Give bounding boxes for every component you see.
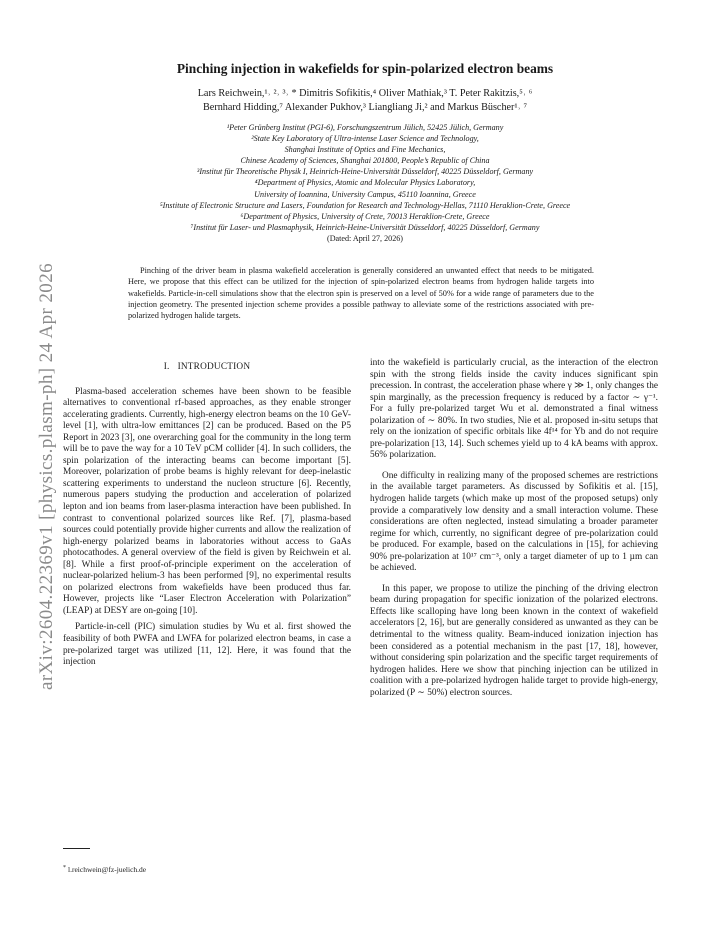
section-title: INTRODUCTION	[177, 362, 251, 372]
abstract: Pinching of the driver beam in plasma wakefield acceleration is generally considered an unwanted effect that needs to be mitigated. Here, we propose that this effect can be utilized for the injection of spin-polarized electron beams from hydrogen halide targets into wakefields. Particle-in-cell simulations show that the electron spin is preserved on a level of 50% for a wide range of parameters due to the injection geometry. The presented injection scheme provides a possible pathway to alleviate some of the restrictions associated with pre-polarized hydrogen halide targets.	[128, 266, 594, 321]
footnote	[63, 865, 146, 874]
footnote-email[interactable]: l.reichwein@fz-juelich.de	[68, 865, 147, 874]
affiliation-list	[40, 122, 690, 244]
section-heading	[63, 362, 351, 374]
author-line: Lars Reichwein,¹˒ ²˒ ³˒ * Dimitris Sofikitis,⁴ Oliver Mathiak,³ T. Peter Rakitzis,⁵˒ ⁶	[197, 88, 533, 99]
affiliation-line: Chinese Academy of Sciences, Shanghai 201800, People’s Republic of China	[240, 156, 490, 166]
paper-title: Pinching injection in wakefields for spin-polarized electron beams	[176, 61, 554, 76]
affiliation-line: ⁴Department of Physics, Atomic and Molecular Physics Laboratory,	[254, 178, 476, 188]
affiliation-line: ⁵Institute of Electronic Structure and Lasers, Foundation for Research and Technology-Hellas, 71110 Heraklion-Crete, Greece	[159, 200, 571, 210]
affiliation-line: ⁶Department of Physics, University of Crete, 70013 Heraklion-Crete, Greece	[240, 211, 490, 221]
body-paragraph: In this paper, we propose to utilize the pinching of the driving electron beam during propagation for specific ionization of the polarized electrons. Effects like scalloping have long been known in the context of wakefield accelerators [2, 16], but are generally considered as unwanted as they can be detrimental to the witness quality. Beam-induced ionization injection has been considered as a potential mechanism in the past [17, 18], however, without considering spin polarization and the specific target requirements of hydrogen halides. Here we show that pinching injection can be utilized in coalition with a pre-polarized hydrogen halide target to provide high-energy, polarized (P ∼ 50%) electron sources.	[370, 583, 658, 698]
affiliation-line: ²State Key Laboratory of Ultra-intense Laser Science and Technology,	[251, 134, 479, 144]
author-line: Bernhard Hidding,⁷ Alexander Pukhov,³ Liangliang Ji,² and Markus Büscher¹˒ ⁷	[203, 102, 527, 113]
body-paragraph: Plasma-based acceleration schemes have been shown to be feasible alternatives to conventional rf-based approaches, as they enable stronger accelerating gradients. Currently, high-energy electron beams on the 10 GeV-level [1], with ultra-low emittances [2] can be produced. Based on the P5 Report in 2023 [3], one overarching goal for the community in the long term will be to pave the way for a 10 TeV pCM collider [4]. In such colliders, the spin polarization of the interacting beams can become important [5]. Moreover, polarization of probe beams is highly relevant for deep-inelastic scattering experiments to understand the nucleon structure [6]. Recently, numerous papers studying the production and acceleration of polarized lepton and ion beams from laser-plasma interaction have been published. In contrast to conventional polarized sources like Ref. [7], plasma-based sources could potentially provide higher currents and allow the realization of high-energy polarized beams in laboratories without access to GaAs photocathodes. A general overview of the field is given by Reichwein et al. [8]. While a first proof-of-principle experiment on the acceleration of nuclear-polarized helium-3 has been performed [9], no experimental results on polarized electrons from wakefields have been produced thus far. However, projects like “Laser Electron Acceleration with Polarization” (LEAP) at DESY are on-going [10].	[63, 386, 351, 616]
footnote-divider	[63, 848, 90, 849]
left-column	[63, 358, 351, 674]
arxiv-identifier[interactable]: arXiv:2604.22369v1 [physics.plasm-ph] 24 Apr 2026	[36, 262, 57, 690]
affiliation-line: ⁷Institut für Laser- und Plasmaphysik, Heinrich-Heine-Universität Düsseldorf, 40225 Düsseldorf, Germany	[190, 222, 540, 232]
affiliation-line: ¹Peter Grünberg Institut (PGI-6), Forschungszentrum Jülich, 52425 Jülich, Germany	[226, 123, 504, 132]
body-paragraph: One difficulty in realizing many of the proposed schemes are restrictions in the available target parameters. As discussed by Sofikitis et al. [15], hydrogen halide targets (which make up most of the proposed setups) only provide a comparatively low density and a small interaction volume. These considerations are often neglected, instead simulating a broader parameter regime for which, currently, no significant degree of pre-polarization could be produced. For example, based on the calculations in [15], for achieving 90% pre-polarization at 10¹⁷ cm⁻³, only a target diameter of up to 1 µm can be achieved.	[370, 470, 658, 574]
body-paragraph: into the wakefield is particularly crucial, as the interaction of the electron spin with the strong fields inside the cavity induces significant spin precession. In contrast, the acceleration phase where γ ≫ 1, only changes the spin marginally, as the precession frequency is reduced by a factor ∼ γ⁻¹. For a fully pre-polarized target Wu et al. demonstrated a final witness polarization of ∼ 80%. In two studies, Nie et al. proposed in-situ setups that rely on the ionization of specific orbitals like 4f¹⁴ for Yb and do not require pre-polarization [13, 14]. Such schemes yield up to 4 kA beams with approx. 56% polarization.	[370, 358, 658, 461]
body-paragraph: Particle-in-cell (PIC) simulation studies by Wu et al. first showed the feasibility of both PWFA and LWFA for polarized electron beams, in case a pre-polarized target was utilized [11, 12]. Here, it was found that the injection	[63, 622, 351, 668]
date-line: (Dated: April 27, 2026)	[327, 233, 403, 243]
affiliation-line: ³Institut für Theoretische Physik I, Heinrich-Heine-Universität Düsseldorf, 40225 Düsseldorf, Germany	[196, 167, 534, 177]
section-number: I.	[163, 362, 170, 372]
affiliation-line: University of Ioannina, University Campus, 45110 Ioannina, Greece	[254, 189, 476, 199]
author-list	[60, 87, 670, 115]
affiliation-line: Shanghai Institute of Optics and Fine Mechanics,	[284, 145, 446, 155]
right-column	[370, 358, 658, 704]
footnote-marker: *	[63, 865, 66, 871]
